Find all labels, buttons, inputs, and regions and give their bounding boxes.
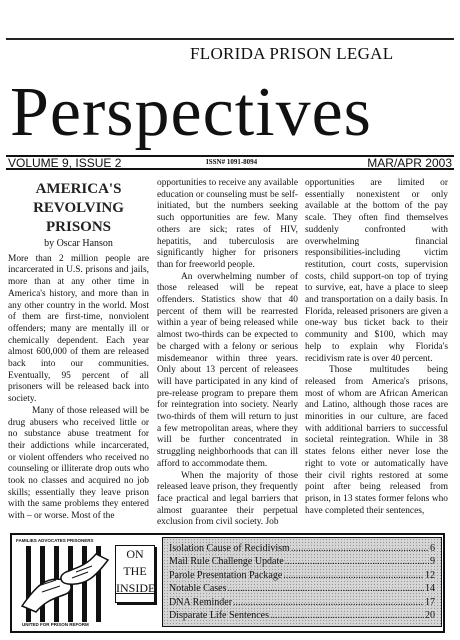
on-the-inside-word: ON xyxy=(126,547,144,561)
publication-name: FLORIDA PRISON LEGAL xyxy=(190,44,394,63)
on-the-inside-word: INSIDE xyxy=(116,581,156,595)
article-paragraph: More than 2 million people are incarcerated in U.S. prisons and jails, more than at any other time in America's history, and more than in any other country in the world. Most of them are first-time, nonviolent offenders; many are mentally ill or chemically dependent. Each year almost 600,000 of them are released back into our communities. Eventually, 95 percent of all prisoners will be released back into society. xyxy=(8,253,149,405)
article-paragraph: opportunities to receive any available education or counseling must be self-initiated, but the numbers seeking such opportunities are few. Many others are sick; rates of HIV, hepatitis, and tuberculosis are significantly higher for prisoners than for freeworld people. xyxy=(157,178,298,270)
fapur-logo xyxy=(16,538,114,630)
toc-entry[interactable] xyxy=(169,555,435,568)
toc-title: Parole Presentation Package xyxy=(169,569,283,581)
article-paragraph: An overwhelming number of those released will be repeat offenders. Statistics show that 40 percent of them will be rearrested within a year of being released while almost two-thirds can be expected to be charged with a felony or serious misdemeanor within three years. Only about 13 percent of releasees will have participated in any kind of pre-release program to prepare them for reintegration into society. Nearly two-thirds of them will return to just a few metropolitan areas, where they will be further concentrated in struggling neighborhoods that can ill afford to accommodate them. xyxy=(157,271,298,469)
article-headline xyxy=(8,180,149,237)
issue-date: MAR/APR 2003 xyxy=(367,156,452,170)
article-paragraph: Many of those released will be drug abusers who received little or no substance abuse treatment for their addictions while incarcerated, or violent offenders who received no counseling or illiterate drop outs who took no classes and acquired no job skills; essentially they leave prison with the same problems they entered with – or worse. Most of the xyxy=(8,405,149,522)
toc-entry[interactable] xyxy=(169,596,435,609)
toc-title: Mail Rule Challenge Update xyxy=(169,556,284,568)
masthead-title: Perspectives xyxy=(10,74,372,151)
headline-line: AMERICA'S xyxy=(35,181,122,197)
toc-leader xyxy=(228,582,425,595)
toc-leader xyxy=(285,555,429,568)
article-paragraph: When the majority of those released leave prison, they frequently face practical and legal barriers that almost guarantee their perpetual exclusion from civil society. Job xyxy=(157,470,298,528)
toc-leader xyxy=(233,596,424,609)
article-paragraph: Those multitudes being released from America's prisons, most of whom are African American and Latino, although those races are minorities in our culture, are faced with additional barriers to successful societal reintegration. While in 38 states felons either never lose the right to vote or automatically have their civil rights restored at some point after being released from prison, in 13 states former felons who have completed their sentences, xyxy=(305,365,448,516)
toc-leader xyxy=(291,542,429,555)
toc-page: 20 xyxy=(425,610,435,622)
toc-page: 14 xyxy=(425,583,435,595)
issn: ISSN# 1091-8094 xyxy=(206,158,258,166)
toc-entry[interactable] xyxy=(169,582,435,595)
on-the-inside-label xyxy=(115,545,155,603)
inside-box xyxy=(10,533,445,633)
toc-page: 12 xyxy=(425,569,435,581)
toc-page: 6 xyxy=(430,543,435,554)
on-the-inside-word: THE xyxy=(123,564,147,578)
issue-bar xyxy=(6,155,454,170)
table-of-contents xyxy=(162,537,442,627)
toc-page: 9 xyxy=(430,556,435,568)
article-byline: by Oscar Hanson xyxy=(44,238,113,249)
headline-line: REVOLVING xyxy=(33,200,124,216)
toc-page: 17 xyxy=(425,596,435,608)
toc-leader xyxy=(283,569,424,582)
logo-bottom-text: UNITED FOR PRISON REFORM xyxy=(22,622,89,627)
toc-entry[interactable] xyxy=(169,569,435,582)
toc-title: Isolation Cause of Recidivism xyxy=(169,543,290,554)
article-column-2 xyxy=(157,178,298,529)
volume-issue: VOLUME 9, ISSUE 2 xyxy=(8,156,122,170)
hands-bars-icon xyxy=(16,546,114,622)
toc-title: Disparate Life Sentences xyxy=(169,610,269,622)
toc-title: DNA Reminder xyxy=(169,596,233,608)
toc-entry[interactable] xyxy=(169,542,435,555)
toc-title: Notable Cases xyxy=(169,583,227,595)
article-column-1 xyxy=(8,180,149,523)
toc-entry[interactable] xyxy=(169,609,435,622)
toc-leader xyxy=(270,609,424,622)
logo-top-text: FAMILIES ADVOCATES PRISONERS xyxy=(16,538,94,543)
top-rule xyxy=(6,38,454,40)
article-column-3 xyxy=(305,178,448,517)
article-paragraph: opportunities are limited or essentially nonexistent or only available at the bottom of the pay scale. They often find themselves suddenly confronted with overwhelming financial responsibilities-including victim restitution, court costs, supervision costs, child support-on top of trying to survive, eat, have a place to sleep and transportation on a daily basis. In Florida, released prisoners are given a one-way bus ticket back to their community and $100, which may help to explain why Florida's recidivism rate is over 40 percent. xyxy=(305,178,448,364)
headline-line: PRISONS xyxy=(45,219,112,235)
